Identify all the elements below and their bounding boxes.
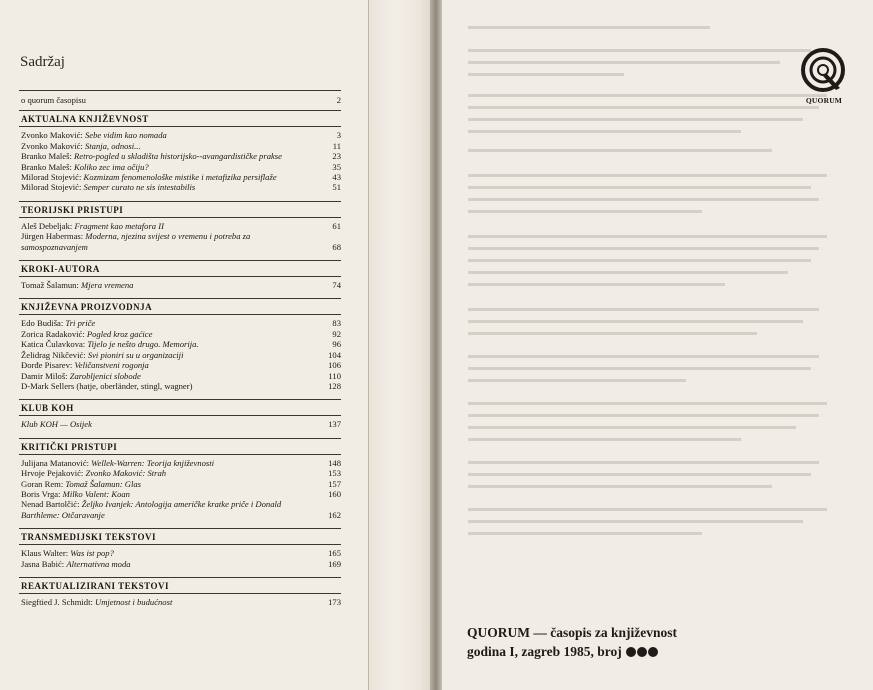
entry-author: Hrvoje Pejaković: — [21, 468, 86, 479]
toc-entry — [21, 130, 341, 140]
toc-entry-page: 137 — [328, 419, 341, 430]
entry-author: Branko Maleš: — [21, 161, 74, 172]
toc-section — [19, 201, 341, 256]
entry-author: Milorad Stojević: — [21, 172, 84, 183]
entry-title: Umjetnost i budućnost — [95, 596, 173, 607]
section-entries — [19, 416, 341, 433]
entry-author: Želidrag Nikčević: — [21, 349, 88, 360]
toc-entry-page: 148 — [328, 457, 341, 468]
entry-author: Zvonko Maković: — [21, 140, 85, 151]
toc-entry-text — [21, 597, 321, 607]
toc-entry — [21, 339, 341, 349]
toc-entry-text — [21, 350, 321, 360]
entry-author: Boris Vrga: — [21, 488, 63, 499]
toc-entry-page: 68 — [332, 241, 341, 252]
entry-author: Jasna Babić: — [21, 558, 67, 569]
toc-entry-text — [21, 371, 321, 381]
issue-dot-icon — [648, 647, 658, 657]
toc-entry — [21, 468, 341, 478]
toc-entry-text — [21, 130, 321, 140]
entry-title: Tri priče — [65, 318, 96, 329]
entry-author: Goran Rem: — [21, 478, 66, 489]
entry-author: Zorica Radaković: — [21, 328, 87, 339]
toc-entry-text — [21, 360, 321, 370]
toc-section — [19, 298, 341, 395]
toc-entry — [21, 489, 341, 499]
toc-entry-text — [21, 339, 321, 349]
entry-author: D-Mark Sellers (hatje, oberländer, stingl, wagner) — [21, 380, 193, 391]
section-entries — [19, 127, 341, 196]
entry-title: Veličanstveni rogonja — [74, 360, 149, 371]
toc-entry-page: 110 — [328, 370, 341, 381]
toc-entry — [21, 280, 341, 290]
toc-entry-page: 96 — [332, 339, 341, 350]
toc-entry-text — [21, 381, 321, 391]
toc-entry-text — [21, 318, 321, 328]
toc-entry-page: 11 — [332, 140, 341, 151]
entry-author: Branko Maleš: — [21, 151, 74, 162]
toc-entry-page: 92 — [332, 328, 341, 339]
toc-entry — [21, 360, 341, 370]
section-entries — [19, 594, 341, 611]
entry-author: Milorad Stojević: — [21, 182, 84, 193]
entry-author: Klaus Walter: — [21, 548, 71, 559]
section-heading: KLUB KOH — [19, 400, 341, 416]
toc-section — [19, 577, 341, 611]
entry-title: Zarobljenici slobode — [69, 370, 141, 381]
toc-entry-text — [21, 280, 321, 290]
entry-author: Jürgen Habermas: — [21, 231, 86, 242]
toc-section — [19, 438, 341, 524]
colophon-line-2 — [467, 642, 677, 661]
toc-entry-text: o quorum časopisu — [21, 95, 86, 105]
entry-author: Siegftied J. Schmidt: — [21, 596, 95, 607]
colophon-line-1: QUORUM — časopis za književnost — [467, 625, 677, 640]
entry-author: Katica Čulavkova: — [21, 339, 88, 350]
entry-title: Stanja, odnosi... — [84, 140, 141, 151]
entry-title: Sebe vidim kao nomada — [84, 130, 167, 141]
entry-author: Aleš Debeljak: — [21, 220, 75, 231]
entry-title: Koliko zec ima očiju? — [74, 161, 149, 172]
toc-entry-page: 165 — [328, 548, 341, 559]
toc-entry-text — [21, 231, 321, 252]
toc-entry-text — [21, 172, 321, 182]
entry-title: Klub KOH — Osijek — [21, 419, 92, 430]
toc-entry-page: 169 — [328, 558, 341, 569]
toc-entry — [21, 151, 341, 161]
entry-title: Mjera vremena — [81, 280, 134, 291]
toc-entry — [21, 329, 341, 339]
section-heading: KRITIČKI PRISTUPI — [19, 439, 341, 455]
toc-entry — [21, 95, 341, 105]
toc-entry-page: 153 — [328, 468, 341, 479]
toc-entry-page: 74 — [332, 280, 341, 291]
page-title: Sadržaj — [20, 54, 65, 70]
toc-entry-page: 35 — [332, 161, 341, 172]
toc-entry — [21, 172, 341, 182]
toc-entry-text — [21, 479, 321, 489]
colophon-issue-text: godina I, zagreb 1985, broj — [467, 644, 622, 659]
toc-entry — [21, 458, 341, 468]
entry-title: Tijelo je nešto drugo. Memorija. — [87, 339, 199, 350]
section-entries — [19, 315, 341, 395]
toc-entry — [21, 182, 341, 192]
issue-dot-icon — [637, 647, 647, 657]
toc-entry — [21, 548, 341, 558]
section-heading: KNJIŽEVNA PROIZVODNJA — [19, 299, 341, 315]
toc-section — [19, 110, 341, 196]
entry-author: Julijana Matanović: — [21, 457, 92, 468]
toc-entry-page: 2 — [336, 95, 341, 105]
entry-title: Kozmizam fenomenološke mistike i metafizika persiflaže — [83, 172, 277, 183]
section-heading: KROKI-AUTORA — [19, 261, 341, 277]
toc-entry-page: 173 — [328, 596, 341, 607]
entry-title: Was ist pop? — [70, 548, 114, 559]
entry-title: Fragment kao metafora II — [74, 220, 164, 231]
entry-title: Pogled kroz gaćice — [86, 328, 153, 339]
entry-title: Svi pioniri su u organizaciji — [87, 349, 184, 360]
entry-author: Zvonko Maković: — [21, 130, 85, 141]
toc-entry-page: 61 — [332, 220, 341, 231]
section-entries — [19, 277, 341, 294]
toc-entry-page: 157 — [328, 478, 341, 489]
section-heading: TEORIJSKI PRISTUPI — [19, 202, 341, 218]
toc-entry-text — [21, 162, 321, 172]
toc-entry-page: 162 — [328, 509, 341, 520]
entry-title: Retro-pogled u skladišta historijsko--avangardističke prakse — [74, 151, 282, 162]
entry-title: Milko Valent: Koan — [62, 488, 130, 499]
toc-entry — [21, 162, 341, 172]
entry-title: Zvonko Maković: Strah — [85, 468, 167, 479]
toc-entry — [21, 318, 341, 328]
left-page — [0, 0, 368, 690]
entry-title: Tomaž Šalamun: Glas — [65, 478, 142, 489]
entry-author: Đorđe Pisarev: — [21, 360, 75, 371]
toc-entry-page: 160 — [328, 488, 341, 499]
toc-entry — [21, 597, 341, 607]
entry-title: Željko Ivanjek: Antologija američke kratke priče i Donald Barthleme: Otčaravanje — [21, 499, 282, 520]
toc-entry — [21, 419, 341, 429]
section-entries — [19, 455, 341, 524]
toc-entry-text — [21, 458, 321, 468]
section-entries — [19, 545, 341, 573]
toc-entry-text — [21, 182, 321, 192]
toc-entry-page: 51 — [332, 182, 341, 193]
toc-entry-text — [21, 221, 321, 231]
colophon — [467, 623, 677, 661]
toc-entry — [21, 231, 341, 252]
entry-author: Damir Miloš: — [21, 370, 70, 381]
entry-author: Edo Budiša: — [21, 318, 66, 329]
toc-entry-text — [21, 489, 321, 499]
entry-title: Semper curato ne sis intestabilis — [83, 182, 196, 193]
entry-author: Tomaž Šalamun: — [21, 280, 82, 291]
toc-entry-text — [21, 329, 321, 339]
toc-section — [19, 528, 341, 573]
toc-entry — [21, 559, 341, 569]
section-heading: REAKTUALIZIRANI TEKSTOVI — [19, 578, 341, 594]
toc-entry-page: 104 — [328, 349, 341, 360]
toc-entry-text — [21, 419, 321, 429]
toc-entry — [21, 350, 341, 360]
toc-entry-text — [21, 151, 321, 161]
toc-section — [19, 399, 341, 433]
section-heading: TRANSMEDIJSKI TEKSTOVI — [19, 529, 341, 545]
table-of-contents — [19, 90, 341, 611]
toc-entry-page: 23 — [332, 151, 341, 162]
entry-title: Wellek-Warren: Teorija književnosti — [91, 457, 215, 468]
toc-entry-page: 43 — [332, 172, 341, 183]
section-entries — [19, 218, 341, 256]
toc-entry-text — [21, 499, 321, 520]
toc-entry — [21, 371, 341, 381]
toc-entry-page: 128 — [328, 380, 341, 391]
toc-entry — [21, 221, 341, 231]
entry-author: Nenad Bartolčić: — [21, 499, 82, 510]
toc-entry-page: 83 — [332, 318, 341, 329]
entry-title: Moderna, njezina svijest o vremenu i potreba za samospoznavanjem — [21, 231, 251, 252]
entry-title: Alternativna moda — [66, 558, 131, 569]
toc-entry — [21, 141, 341, 151]
page-fold — [430, 0, 442, 690]
toc-entry-text — [21, 559, 321, 569]
logo-text: QUORUM — [805, 96, 843, 105]
toc-entry-text — [21, 141, 321, 151]
section-heading: AKTUALNA KNJIŽEVNOST — [19, 111, 341, 127]
toc-entry-page: 3 — [336, 130, 341, 141]
toc-entry-text — [21, 468, 321, 478]
toc-entry — [21, 479, 341, 489]
toc-section — [19, 260, 341, 294]
toc-entry — [21, 499, 341, 520]
toc-entry-page: 106 — [328, 360, 341, 371]
toc-entry — [21, 381, 341, 391]
toc-entry-text — [21, 548, 321, 558]
issue-dot-icon — [626, 647, 636, 657]
